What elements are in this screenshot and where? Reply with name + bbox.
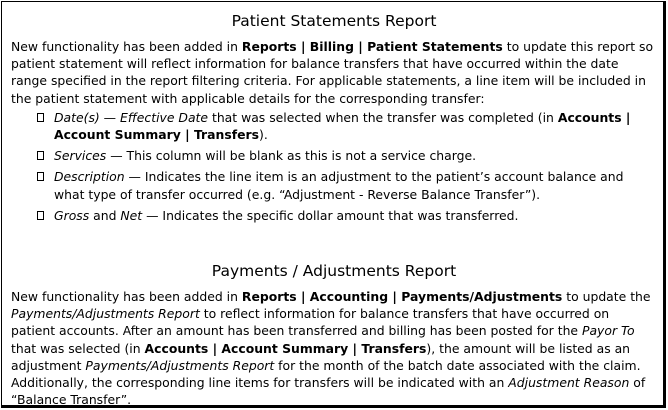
checkbox-bullet-icon [37,113,44,122]
section-title: Patient Statements Report [231,12,437,30]
bullet-text [54,208,518,223]
bullet-text [54,148,476,163]
text-run: of “Balance Transfer”. [11,375,646,408]
text-run: and [89,207,121,223]
checkbox-bullet-icon [37,211,44,220]
patient-statements-section [11,11,657,228]
bold-text-run: Accounts | Account Summary | Transfers [54,109,631,143]
italic-text-run: Date(s) — Effective Date [54,109,209,125]
section-paragraph [11,288,657,408]
italic-text-run: Services [54,148,107,164]
text-run: New functionality has been added in [11,289,242,304]
text-run: to update this report so patient statement will reflect information for balance transfers that have occurred within the date range specified in the report filtering criteria. For applicable statements, a line item will be included in the patient statement with applicable details for the corresponding transfer: [11,39,654,106]
checkbox-bullet-icon [37,151,44,160]
text-run: that was selected (in [11,340,145,356]
bullet-item [37,207,657,224]
text-run: to update the [562,289,651,304]
bullet-item [37,147,657,164]
bold-text-run: Reports | Billing | Patient Statements [241,39,503,54]
italic-text-run: Payments/Adjustments Report [85,357,275,373]
bullet-item [37,109,657,143]
payments-adjustments-section [11,261,657,408]
checkbox-bullet-icon [37,172,44,181]
italic-text-run: Adjustment Reason [508,375,630,391]
bold-text-run: Accounts | Account Summary | Transfers [144,340,427,356]
bullet-text [54,169,624,201]
text-run: — Indicates the specific dollar amount that was transferred. [142,207,519,223]
bullet-item [37,168,657,202]
italic-text-run: Payor To [581,323,635,339]
text-run: that was selected when the transfer was completed (in [208,109,558,125]
bullet-text [54,110,630,142]
section-title: Payments / Adjustments Report [211,262,457,280]
italic-text-run: Net [120,207,143,223]
text-run: ). [258,127,268,143]
bullet-list [11,109,657,224]
bold-text-run: Reports | Accounting | Payments/Adjustments [241,289,563,304]
italic-text-run: Gross [54,207,90,223]
text-run: to reflect information for balance transfers that have occurred on patient accounts. After an amount has been transferred and billing has been posted for the [11,306,610,339]
text-run: — Indicates the line item is an adjustment to the patient’s account balance and what type of transfer occurred (e.g. “Adjustment - Reverse Balance Transfer”). [54,169,624,202]
text-run: New functionality has been added in [11,39,242,54]
text-run: — This column will be blank as this is not a service charge. [106,148,477,164]
text-run: ), the amount will be listed as an adjustment [11,340,631,373]
italic-text-run: Payments/Adjustments Report [11,306,200,322]
italic-text-run: Description [54,169,125,185]
section-paragraph [11,38,657,107]
text-run: for the month of the batch date associated with the claim. Additionally, the corresponding line items for transfers will be indicated with an [11,357,641,391]
